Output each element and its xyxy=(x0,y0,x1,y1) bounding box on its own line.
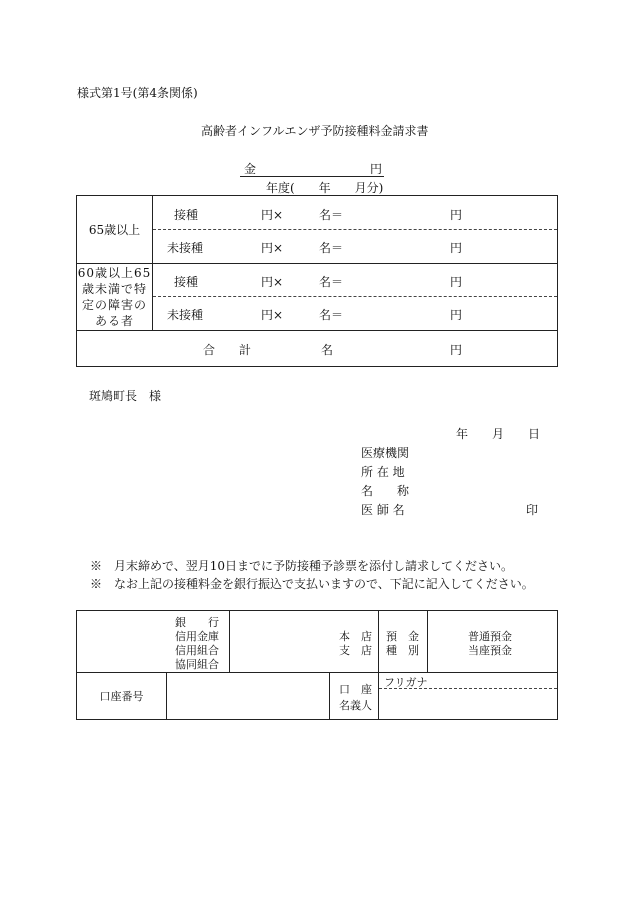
account-number-label: 口座番号 xyxy=(99,690,144,703)
bank-type-option: 信用組合 xyxy=(175,644,219,657)
account-holder-field[interactable] xyxy=(379,689,557,719)
deposit-label: 種 別 xyxy=(386,644,419,657)
column-divider xyxy=(229,611,230,672)
vaccinated-label: 接種 xyxy=(174,275,199,289)
group-65-over: 65歳以上 xyxy=(88,223,141,237)
group2-line: 60歳以上65 xyxy=(77,265,152,280)
account-holder-label: 口 座 xyxy=(339,683,372,696)
column-divider xyxy=(427,611,428,672)
column-divider xyxy=(329,672,330,719)
address-label: 所 在 地 xyxy=(361,465,405,479)
account-number-field[interactable] xyxy=(167,673,329,719)
total-label: 合 計 xyxy=(203,343,252,357)
branch-type-option: 支 店 xyxy=(339,644,372,657)
doctor-label: 医 師 名 xyxy=(361,503,405,517)
amount-prefix: 金 xyxy=(244,162,257,176)
name-label: 名 称 xyxy=(361,484,410,498)
count-label: 名＝ xyxy=(319,308,344,322)
bank-type-option: 協同組合 xyxy=(175,658,219,671)
count-label: 名＝ xyxy=(319,208,344,222)
deposit-type-option: 当座預金 xyxy=(468,644,512,657)
bank-type-option: 信用金庫 xyxy=(175,630,219,643)
fiscal-year: 年度( 年 月分) xyxy=(266,181,384,195)
unit-price-label: 円× xyxy=(261,275,284,289)
yen-label: 円 xyxy=(450,208,463,222)
addressee: 斑鳩町長 様 xyxy=(89,389,162,403)
deposit-label: 預 金 xyxy=(386,630,419,643)
form-number: 様式第1号(第4条関係) xyxy=(77,86,198,100)
unit-price-label: 円× xyxy=(261,208,284,222)
bank-type-option: 銀 行 xyxy=(175,616,219,629)
bank-table xyxy=(76,610,558,720)
yen-label: 円 xyxy=(450,308,463,322)
note-line: ※ 月末締めで、翌月10日までに予防接種予診票を添付し請求してください。 xyxy=(90,559,514,573)
group2-line: 定の障害の xyxy=(81,297,147,312)
vaccinated-label: 接種 xyxy=(174,208,199,222)
column-divider xyxy=(152,196,153,330)
yen-label: 円 xyxy=(450,241,463,255)
yen-label: 円 xyxy=(450,275,463,289)
unvaccinated-label: 未接種 xyxy=(167,308,204,322)
group2-line: 歳未満で特 xyxy=(81,281,147,296)
row-divider xyxy=(77,330,557,331)
unvaccinated-label: 未接種 xyxy=(167,241,204,255)
deposit-type-option: 普通預金 xyxy=(468,630,512,643)
row-divider xyxy=(153,296,557,297)
date-line: 年 月 日 xyxy=(456,427,541,441)
fee-table xyxy=(76,195,558,367)
note-line: ※ なお上記の接種料金を銀行振込で支払いますので、下記に記入してください。 xyxy=(90,577,534,591)
amount-yen: 円 xyxy=(370,162,383,176)
group2-line: ある者 xyxy=(94,313,134,328)
unit-price-label: 円× xyxy=(261,308,284,322)
row-divider xyxy=(153,229,557,230)
count-label: 名＝ xyxy=(319,275,344,289)
group-60-65-disabled xyxy=(77,263,152,330)
amount-underline xyxy=(240,176,384,177)
form-title: 高齢者インフルエンザ予防接種料金請求書 xyxy=(201,124,429,138)
unit-price-label: 円× xyxy=(261,241,284,255)
account-holder-label: 名義人 xyxy=(339,699,372,712)
institution-label: 医療機関 xyxy=(361,446,410,460)
count-label: 名＝ xyxy=(319,241,344,255)
total-count-label: 名 xyxy=(321,343,334,357)
furigana-label: フリガナ xyxy=(384,676,428,689)
seal-mark: 印 xyxy=(526,503,539,517)
total-yen-label: 円 xyxy=(450,343,463,357)
branch-type-option: 本 店 xyxy=(339,630,372,643)
